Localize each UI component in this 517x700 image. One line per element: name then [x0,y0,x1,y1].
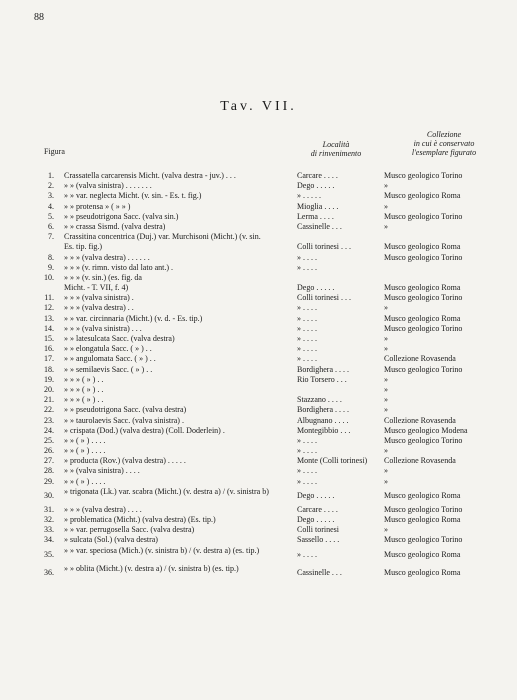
figure-number: 26. [44,446,54,456]
figure-number: 17. [44,354,54,364]
table-row [0,212,517,222]
figure-description: » » » (v. sin.) (es. fig. da [64,272,142,282]
collection: » [384,181,388,191]
localita-line-1: Località [322,140,350,149]
figure-description: » » elongatula Sacc. ( » ) . . [64,344,152,354]
figure-number: 11. [44,293,54,303]
locality: Dego . . . . . [297,490,335,500]
locality: Montegibbio . . . [297,425,351,435]
figure-description: » » pseudotrigona Sacc. (valva destra) [64,405,187,415]
collection: Musco geologico Roma [384,549,461,559]
figure-number: 33. [44,525,54,535]
figure-description: Crassatella carcarensis Micht. (valva destra - juv.) . . . [64,171,236,180]
figure-number: 22. [44,405,54,415]
figure-number: 29. [44,476,54,486]
figure-description: » trigonata (Lk.) var. scabra (Micht.) (v. destra a) / (v. sinistra b) [64,486,269,496]
table-row [0,334,517,344]
table-row [0,426,517,436]
table-row [0,222,517,232]
locality: Cassinelle . . . [297,221,342,231]
figure-description: » » latesulcata Sacc. (valva destra) [64,334,175,343]
figure-description: » » » ( » ) . . [64,374,104,384]
locality: » . . . . [297,549,317,559]
figure-number: 13. [44,313,54,323]
table-row [0,385,517,395]
figure-description: » » » ( » ) . . [64,384,104,394]
figure-description: » producta (Rov.) (valva destra) . . . . . [64,456,186,466]
figure-number: 4. [48,201,54,211]
locality: Bordighera . . . . [297,364,349,374]
figure-number: 7. [48,232,54,242]
collection: » [384,384,388,394]
figure-description: » crispata (Dod.) (valva destra) (Coll. Doderlein) . [64,425,225,435]
locality: » . . . . [297,446,317,456]
collection: Musco geologico Roma [384,191,461,201]
figure-number: 32. [44,515,54,524]
table-row [0,171,517,181]
collection: » [384,446,388,456]
locality: Cassinelle . . . [297,567,342,577]
collection: » [384,201,388,211]
locality: Monte (Colli torinesi) [297,456,368,466]
figure-description: » » » (valva destra) . . [64,303,134,313]
figure-description: » » pseudotrigona Sacc. (valva sin.) [64,211,179,221]
figure-description: » » var. neglecta Micht. (v. sin. - Es. t. fig.) [64,191,202,201]
table-row [0,253,517,263]
locality: Colli torinesi [297,525,339,535]
figure-number: 9. [48,262,54,272]
column-header-localita [296,140,376,158]
locality: Stazzano . . . . [297,395,342,405]
figure-description: » » » (valva sinistra) . [64,293,134,303]
table-row [0,466,517,476]
table-row [0,263,517,273]
table-row [0,546,517,564]
figure-number: 5. [48,211,54,221]
figure-number: 1. [48,171,54,180]
collezione-line-1: Collezione [426,130,462,139]
figure-number: 8. [48,252,54,262]
figure-description: » » » (valva destra) . . . . [64,504,142,514]
figure-description: » » crassa Sismd. (valva destra) [64,221,166,231]
table-row [0,191,517,201]
figure-description: » » var. speciosa (Mich.) (v. sinistra b) / (v. destra a) (es. tip.) [64,545,260,555]
table-row [0,293,517,303]
figure-number: 20. [44,384,54,394]
locality: Albugnano . . . . [297,415,349,425]
locality: » . . . . [297,303,317,313]
collection: » [384,525,388,535]
column-header-figura: Figura [44,147,65,156]
figure-table [0,171,517,582]
collection: Musco geologico Torino [384,293,463,303]
locality: » . . . . [297,466,317,476]
collection: » [384,395,388,405]
table-row [0,232,517,242]
figure-number: 16. [44,344,54,354]
figure-description: » » ( » ) . . . . [64,476,106,486]
table-row [0,535,517,545]
collection: Collezione Rovasenda [384,415,456,425]
locality: » . . . . [297,334,317,343]
figure-number: 35. [44,549,54,559]
figure-description: » » taurolaevis Sacc. (valva sinistra) . [64,415,184,425]
figure-number: 25. [44,435,54,445]
table-row [0,273,517,283]
figure-description: » » protensa » ( » » ) [64,201,131,211]
figure-description: Es. tip. fig.) [64,242,102,252]
figure-description: » » oblita (Micht.) (v. destra a) / (v. sinistra b) (es. tip.) [64,563,239,573]
table-row [0,283,517,293]
table-row [0,456,517,466]
collection: » [384,334,388,343]
table-row [0,436,517,446]
plate-title: Tav. VII. [220,99,297,114]
figure-description: » » ( » ) . . . . [64,435,106,445]
figure-number: 14. [44,323,54,333]
table-row [0,446,517,456]
figure-number: 23. [44,415,54,425]
locality: » . . . . [297,435,317,445]
collezione-line-2: in cui è conservato [413,139,475,148]
figure-description: » » var. perrugosella Sacc. (valva destra) [64,525,195,535]
figure-description: » » » ( » ) . . [64,395,104,405]
table-row [0,515,517,525]
figure-description: » » semilaevis Sacc. ( » ) . . [64,364,153,374]
collection: Musco geologico Torino [384,171,463,180]
table-row [0,365,517,375]
locality: » . . . . [297,344,317,354]
figure-number: 6. [48,221,54,231]
figure-description: » sulcata (Sol.) (valva destra) [64,535,158,545]
locality: Mioglia . . . . [297,201,339,211]
collection: Musco geologico Torino [384,211,463,221]
locality: » . . . . [297,354,317,364]
collection: » [384,405,388,415]
collection: Musco geologico Roma [384,283,461,293]
figure-description: » problematica (Micht.) (valva destra) (Es. tip.) [64,515,216,524]
collection: Musco geologico Roma [384,515,461,524]
locality: » . . . . [297,252,317,262]
locality: Dego . . . . . [297,181,335,191]
collection: Musco geologico Roma [384,313,461,323]
figure-number: 3. [48,191,54,201]
column-header-collezione [388,130,500,157]
figure-description: » » angulomata Sacc. ( » ) . . [64,354,156,364]
collection: Musco geologico Roma [384,242,461,252]
figure-number: 30. [44,490,54,500]
table-row [0,324,517,334]
locality: » . . . . . [297,191,321,201]
table-row [0,505,517,515]
locality: Dego . . . . . [297,515,335,524]
table-row [0,395,517,405]
collection: Collezione Rovasenda [384,354,456,364]
figure-number: 34. [44,535,54,545]
collection: » [384,344,388,354]
figure-description: Crassitina concentrica (Duj.) var. Murchisoni (Micht.) (v. sin. [64,232,261,242]
table-row [0,344,517,354]
collection: Musco geologico Torino [384,323,463,333]
table-row [0,405,517,415]
collection: » [384,374,388,384]
collection: Musco geologico Roma [384,490,461,500]
collection: » [384,303,388,313]
table-row [0,202,517,212]
collezione-line-3: l'esemplare figurato [411,148,477,157]
figure-number: 24. [44,425,54,435]
figure-description: » » var. circinnaria (Micht.) (v. d. - Es. tip.) [64,313,203,323]
figure-number: 2. [48,181,54,191]
locality: Dego . . . . . [297,283,335,293]
figure-number: 27. [44,456,54,466]
figure-description: » » » (v. rimn. visto dal lato ant.) . [64,262,174,272]
collection: » [384,476,388,486]
table-row [0,416,517,426]
figure-number: 21. [44,395,54,405]
locality: Rio Torsero . . . [297,374,347,384]
locality: » . . . . [297,323,317,333]
collection: Musco geologico Torino [384,504,463,514]
table-row [0,181,517,191]
table-row [0,477,517,487]
table-row [0,487,517,505]
collection: Musco geologico Modena [384,425,468,435]
localita-line-2: di rinvenimento [310,149,362,158]
collection: Musco geologico Torino [384,535,463,545]
table-row [0,525,517,535]
table-row [0,314,517,324]
figure-number: 10. [44,272,54,282]
figure-number: 18. [44,364,54,374]
collection: Musco geologico Torino [384,364,463,374]
figure-number: 12. [44,303,54,313]
locality: Carcare . . . . [297,504,338,514]
collection: » [384,466,388,476]
figure-description: » » ( » ) . . . . [64,446,106,456]
locality: » . . . . [297,262,317,272]
locality: » . . . . [297,476,317,486]
page-number: 88 [34,12,44,23]
locality: Bordighera . . . . [297,405,349,415]
collection: » [384,221,388,231]
table-row [0,354,517,364]
locality: Colli torinesi . . . [297,242,351,252]
table-row [0,375,517,385]
table-row [0,303,517,313]
table-row [0,564,517,582]
figure-description: » » (valva sinistra) . . . . [64,466,140,476]
collection: Musco geologico Torino [384,252,463,262]
collection: Musco geologico Torino [384,435,463,445]
figure-number: 31. [44,504,54,514]
locality: Carcare . . . . [297,171,338,180]
figure-description: » » » (valva sinistra) . . . [64,323,142,333]
figure-number: 19. [44,374,54,384]
figure-description: » » (valva sinistra) . . . . . . . [64,181,152,191]
figure-number: 36. [44,567,54,577]
locality: Lerma . . . . [297,211,334,221]
figure-number: 15. [44,334,54,343]
figure-description: » » » (valva destra) . . . . . . [64,252,150,262]
table-row [0,242,517,252]
collection: Musco geologico Roma [384,567,461,577]
locality: » . . . . [297,313,317,323]
locality: Colli torinesi . . . [297,293,351,303]
collection: Collezione Rovasenda [384,456,456,466]
figure-number: 28. [44,466,54,476]
figure-description: Micht. - T. VII, f. 4) [64,283,129,293]
locality: Sassello . . . . [297,535,340,545]
